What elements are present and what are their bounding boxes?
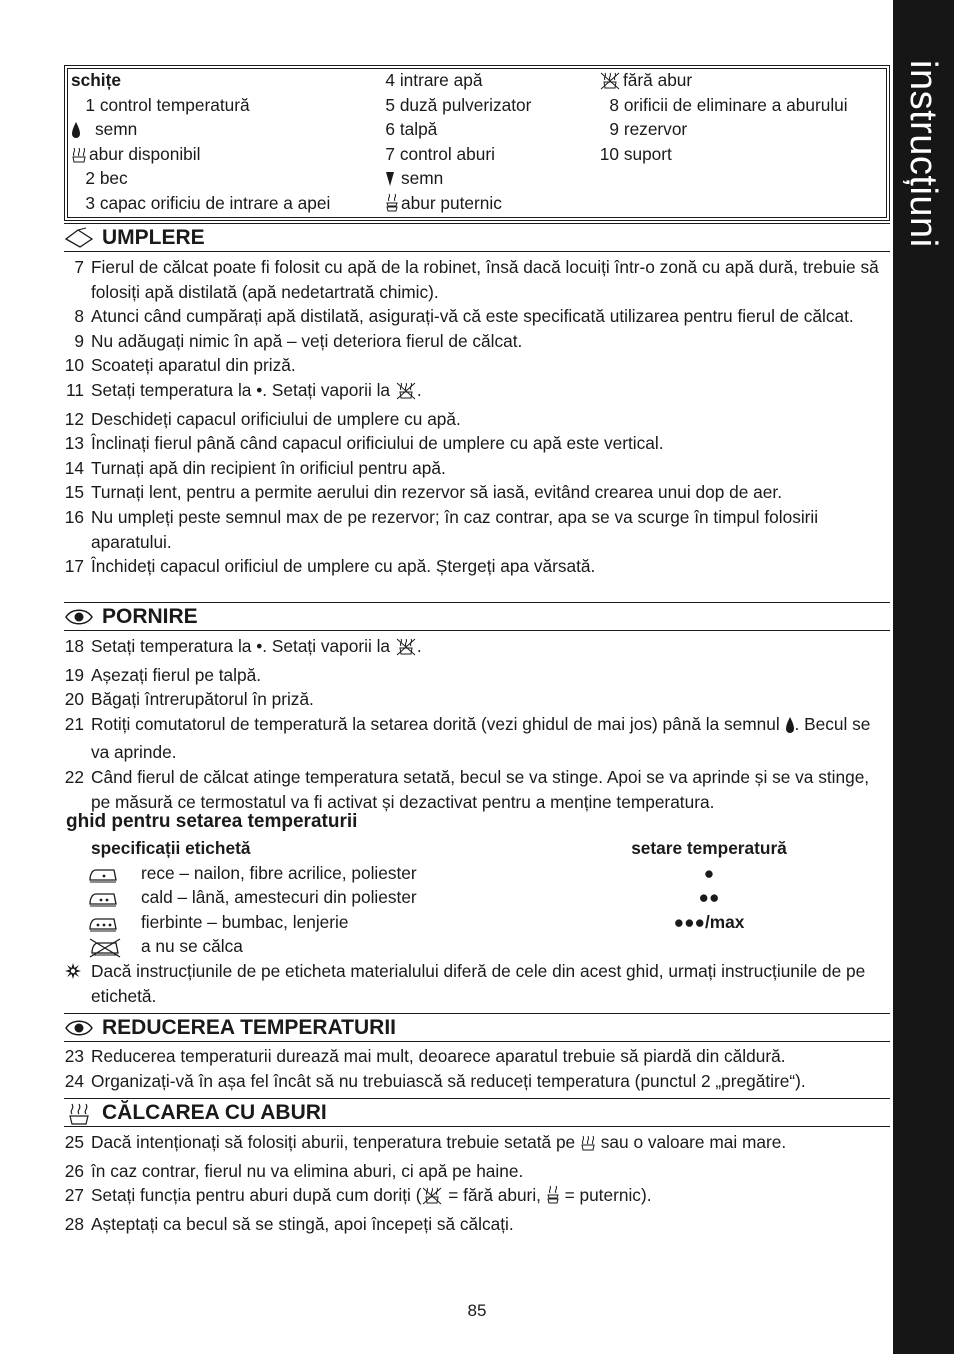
strong-steam-icon <box>546 1185 560 1212</box>
list-item: 17 Închideți capacul orificiul de umplere cu apă. Ștergeți apa vărsată. <box>64 556 596 577</box>
part-item: abur disponibil <box>71 142 330 167</box>
guide-header-row: specificații etichetă setare temperatură <box>91 838 787 858</box>
bullet-dot-icon: • <box>256 379 263 400</box>
list-item: 20 Băgați întrerupătorul în priză. <box>64 689 314 710</box>
list-item: 28 Așteptați ca becul să se stingă, apoi începeți să călcați. <box>64 1213 514 1234</box>
temperature-guide <box>64 836 890 1008</box>
section-steam-heading: CĂLCAREA CU ABURI <box>64 1098 890 1127</box>
list-item: 27 Setați funcția pentru aburi după cum doriți ( = fără aburi, = puternic). <box>64 1183 890 1212</box>
list-item: 22 Când fierul de călcat atinge temperatura setată, becul se va stinge. Apoi se va aprinde și se va stinge, pe măsură ce termostatul va fi activat și dezactivat pentru a menține temperatura. <box>64 766 870 812</box>
list-item: 12 Deschideți capacul orificiului de umplere cu apă. <box>64 408 461 429</box>
eye-icon <box>64 1017 94 1039</box>
no-steam-icon <box>395 382 417 407</box>
part-item: fără abur <box>599 68 848 93</box>
fill-steps <box>64 255 890 579</box>
list-item: 18 Setați temperatura la •. Setați vaporii la . <box>64 634 890 663</box>
parts-column-2 <box>385 68 531 216</box>
steam-icon <box>580 1134 596 1159</box>
strong-steam-icon <box>385 193 401 220</box>
parts-box <box>64 65 890 221</box>
list-item: 26 în caz contrar, fierul nu va elimina aburi, ci apă pe haine. <box>64 1160 524 1181</box>
page-number: 85 <box>467 1301 487 1320</box>
part-item: 5 duză pulverizator <box>385 94 532 115</box>
sidebar-title: instrucțiuni <box>902 60 944 248</box>
part-item: abur puternic <box>385 191 531 216</box>
list-item: 13 Înclinați fierul până când capacul orificiului de umplere cu apă este vertical. <box>64 433 664 454</box>
list-item: 7 Fierul de călcat poate fi folosit cu apă de la robinet, însă dacă locuiți într-o zonă cu apă dură, trebuie să folosiți apă distilată (apă nedetartrată chimic). <box>74 257 879 302</box>
part-item: 2 bec <box>85 168 128 189</box>
part-item: 4 intrare apă <box>385 70 483 90</box>
guide-row: rece – nailon, fibre acrilice, poliester ● <box>64 861 890 886</box>
list-item: 10 Scoateți aparatul din priză. <box>64 355 296 376</box>
list-item: 25 Dacă intenționați să folosiți aburii, tenperatura trebuie setată pe sau o valoare mai mare. <box>64 1130 890 1159</box>
part-item: 9 rezervor <box>609 119 688 140</box>
start-steps <box>64 634 890 814</box>
part-item: 10 suport <box>599 143 672 164</box>
guide-row: a nu se călca <box>64 934 890 959</box>
eye-icon <box>64 606 94 628</box>
section-start-heading: PORNIRE <box>64 602 890 631</box>
steam-steps <box>64 1130 890 1236</box>
part-item: 3 capac orificiu de intrare a apei <box>85 192 331 213</box>
part-item: 1 control temperatură <box>85 94 250 115</box>
star-burst-icon <box>64 962 82 987</box>
list-item: 8 Atunci când cumpărați apă distilată, asigurați-vă că este specificată utilizarea pentru fierul de călcat. <box>74 306 854 327</box>
parts-column-3 <box>599 68 848 166</box>
bullet-dot-icon: • <box>256 636 263 656</box>
list-item: 11 Setați temperatura la •. Setați vaporii la . <box>64 378 890 407</box>
part-item: 7 control aburi <box>385 143 495 164</box>
guide-row: cald – lână, amestecuri din poliester ●● <box>64 885 890 910</box>
list-item: 24 Organizați-vă în așa fel încât să nu trebuiască să reduceți temperatura (punctul 2 „pregătire“). <box>64 1070 806 1091</box>
section-fill-heading: UMPLERE <box>64 223 890 252</box>
part-item: semn <box>385 166 531 191</box>
part-item: 8 orificii de eliminare a aburului <box>609 94 848 115</box>
list-item: 16 Nu umpleți peste semnul max de pe rezervor; în caz contrar, apa se va scurge în timpul folosirii aparatului. <box>64 506 819 552</box>
guide-note: Dacă instrucțiunile de pe eticheta materialului diferă de cele din acest ghid, urmați instrucțiunile de pe etichetă. <box>64 959 890 1008</box>
list-item: 19 Așezați fierul pe talpă. <box>64 664 262 685</box>
jug-icon <box>64 227 94 249</box>
no-steam-icon <box>421 1187 443 1212</box>
list-item: 21 Rotiți comutatorul de temperatură la setarea dorită (vezi ghidul de mai jos) până la semnul . Becul se va aprinde. <box>64 713 871 763</box>
list-item: 14 Turnați apă din recipient în orificiul pentru apă. <box>64 457 446 478</box>
part-item: semn <box>71 117 330 142</box>
list-item: 9 Nu adăugați nimic în apă – veți deteriora fierul de călcat. <box>74 330 523 351</box>
dot-icon <box>785 716 795 741</box>
steam-icon <box>64 1102 94 1124</box>
list-item: 23 Reducerea temperaturii durează mai mult, deoarece aparatul trebuie să piardă din căldură. <box>64 1046 786 1066</box>
part-item: 6 talpă <box>385 119 438 140</box>
list-item: 15 Turnați lent, pentru a permite aerului din rezervor să iasă, evitând crearea unui dop de aer. <box>64 482 783 503</box>
parts-heading: schițe <box>71 70 121 90</box>
parts-column-1 <box>71 68 330 216</box>
no-steam-icon <box>395 638 417 663</box>
section-reduce-heading: REDUCEREA TEMPERATURII <box>64 1013 890 1042</box>
sidebar-tab <box>893 0 954 1354</box>
guide-heading: ghid pentru setarea temperaturii <box>66 811 358 832</box>
reduce-steps <box>64 1044 890 1093</box>
guide-row: fierbinte – bumbac, lenjerie ●●●/max <box>64 910 890 935</box>
